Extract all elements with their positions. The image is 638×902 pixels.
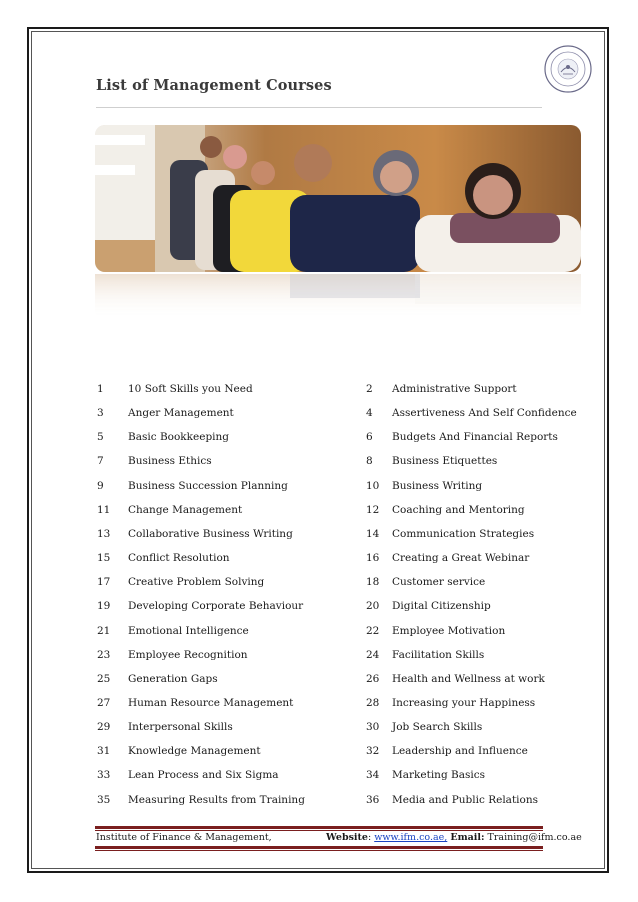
course-name: Generation Gaps	[128, 672, 218, 685]
course-number: 35	[97, 793, 111, 806]
footer-rule-bottom	[95, 846, 543, 849]
course-number: 21	[97, 624, 111, 637]
course-name: Coaching and Mentoring	[392, 503, 525, 516]
course-name: Media and Public Relations	[392, 793, 538, 806]
course-number: 9	[97, 479, 104, 492]
course-number: 4	[366, 407, 373, 420]
course-name: Leadership and Influence	[392, 745, 528, 758]
course-name: Emotional Intelligence	[128, 624, 249, 637]
footer-website-label: Website	[326, 832, 368, 843]
course-number: 30	[366, 721, 380, 734]
course-number: 18	[366, 576, 380, 589]
footer-institute: Institute of Finance & Management,	[96, 832, 272, 843]
course-number: 20	[366, 600, 380, 613]
course-number: 29	[97, 721, 111, 734]
course-number: 17	[97, 576, 111, 589]
course-name: Lean Process and Six Sigma	[128, 769, 279, 782]
course-number: 3	[97, 407, 104, 420]
course-name: Employee Recognition	[128, 648, 248, 661]
course-name: Increasing your Happiness	[392, 696, 536, 709]
course-name: Employee Motivation	[392, 624, 506, 637]
course-number: 26	[366, 672, 380, 685]
course-number: 11	[97, 503, 111, 516]
course-number: 27	[97, 696, 111, 709]
course-number: 12	[366, 503, 380, 516]
course-number: 10	[366, 479, 380, 492]
course-number: 31	[97, 745, 111, 758]
course-name: Budgets And Financial Reports	[392, 431, 558, 444]
course-number: 32	[366, 745, 380, 758]
course-number: 8	[366, 455, 373, 468]
website-link[interactable]: www.ifm.co.ae,	[374, 832, 448, 843]
course-number: 25	[97, 672, 111, 685]
course-name: Customer service	[392, 576, 486, 589]
course-number: 22	[366, 624, 380, 637]
page-title: List of Management Courses	[96, 77, 332, 94]
course-name: Business Succession Planning	[128, 479, 288, 492]
footer-rule-top-thin	[95, 830, 543, 831]
course-number: 19	[97, 600, 111, 613]
course-name: Anger Management	[128, 407, 234, 420]
course-number: 36	[366, 793, 380, 806]
course-name: Interpersonal Skills	[128, 721, 233, 734]
course-name: Developing Corporate Behaviour	[128, 600, 304, 613]
footer-rule-bottom-thin	[95, 850, 543, 851]
course-name: Marketing Basics	[392, 769, 485, 782]
course-name: Human Resource Management	[128, 696, 294, 709]
course-number: 33	[97, 769, 111, 782]
course-name: Facilitation Skills	[392, 648, 485, 661]
course-number: 23	[97, 648, 111, 661]
course-name: Administrative Support	[392, 383, 517, 395]
course-name: Business Writing	[392, 479, 483, 492]
course-name: Creating a Great Webinar	[392, 552, 530, 565]
course-number: 1	[97, 383, 104, 395]
footer-email-label: Email:	[450, 832, 485, 843]
course-name: Measuring Results from Training	[128, 793, 305, 806]
course-name: Communication Strategies	[392, 527, 535, 540]
course-name: Change Management	[128, 503, 243, 516]
footer-email-value[interactable]: Training@ifm.co.ae	[484, 832, 582, 843]
footer-contact	[326, 832, 582, 843]
course-number: 14	[366, 527, 380, 540]
course-name: Digital Citizenship	[392, 600, 491, 613]
course-number: 7	[97, 455, 104, 468]
course-name: Assertiveness And Self Confidence	[392, 407, 577, 420]
course-number: 13	[97, 527, 111, 540]
footer-website-sep: :	[367, 832, 375, 843]
course-number: 15	[97, 552, 111, 565]
course-name: 10 Soft Skills you Need	[128, 383, 253, 395]
course-name: Health and Wellness at work	[392, 672, 545, 685]
course-name: Conflict Resolution	[128, 552, 230, 565]
course-number: 6	[366, 431, 373, 444]
course-name: Basic Bookkeeping	[128, 431, 230, 444]
course-name: Knowledge Management	[128, 745, 261, 758]
course-name: Collaborative Business Writing	[128, 527, 293, 540]
course-number: 16	[366, 552, 380, 565]
footer-rule-top	[95, 826, 543, 829]
course-number: 34	[366, 769, 380, 782]
course-name: Business Ethics	[128, 455, 212, 468]
course-number: 5	[97, 431, 104, 444]
course-number: 2	[366, 383, 373, 395]
course-number: 28	[366, 696, 380, 709]
course-name: Job Search Skills	[392, 721, 483, 734]
course-name: Creative Problem Solving	[128, 576, 265, 589]
course-number: 24	[366, 648, 380, 661]
course-name: Business Etiquettes	[392, 455, 498, 468]
